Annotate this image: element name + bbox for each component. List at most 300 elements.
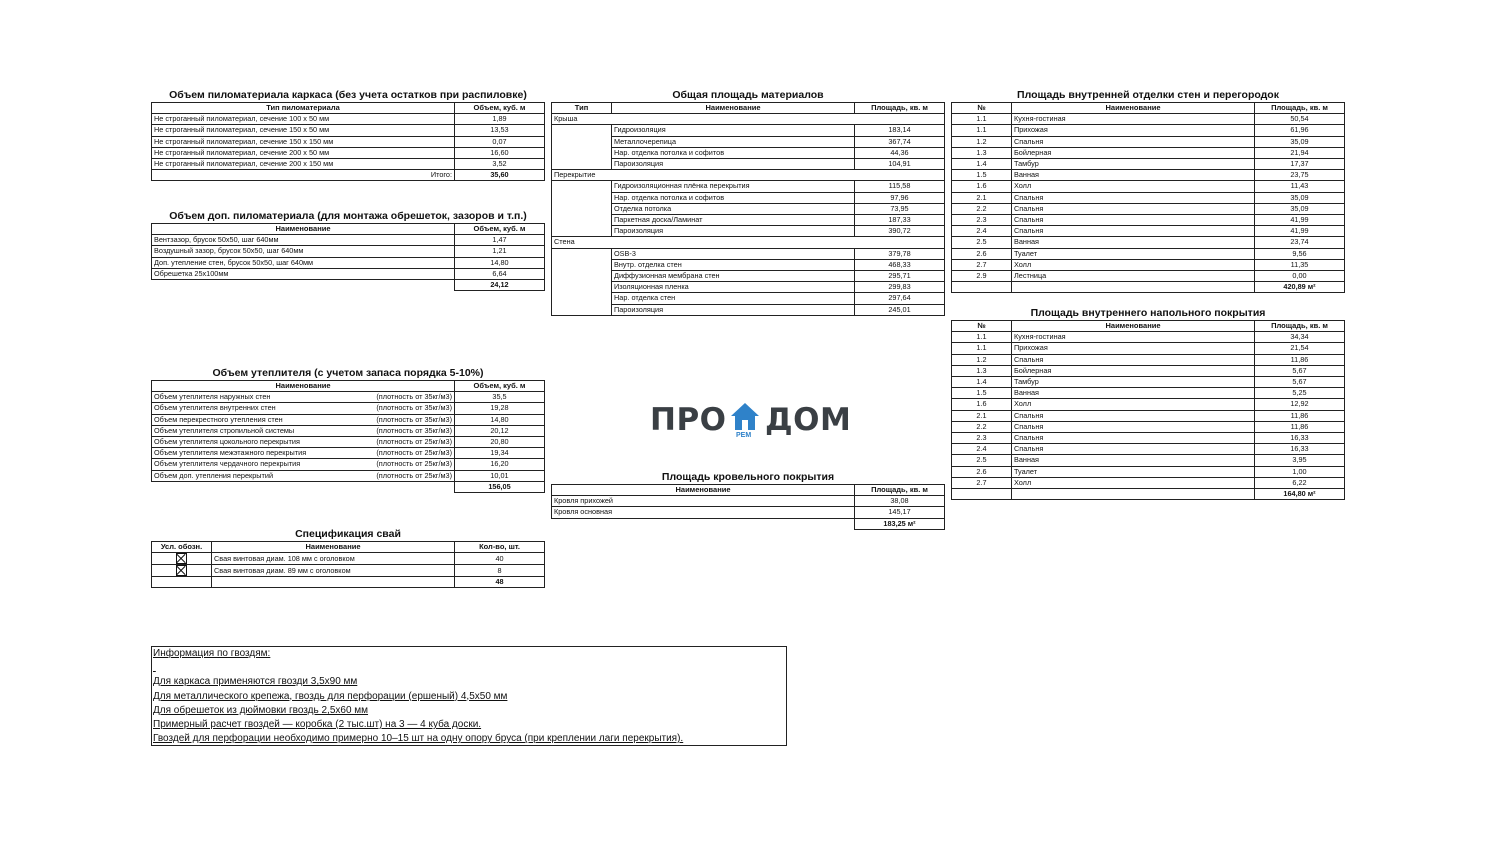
empty-cell [152,481,455,492]
floor-finish-table [951,320,1345,500]
wall-finish-table [951,102,1345,293]
empty-cell [552,159,612,170]
empty-cell [552,147,612,158]
total-value: 420,89 м² [1255,282,1345,293]
room-area-cell: 23,75 [1255,170,1345,181]
table-row [952,421,1345,432]
room-area-cell: 35,09 [1255,192,1345,203]
lumber-name-cell: Не строганный пиломатериал, сечение 150 х 50 мм [152,125,455,136]
insulation-density: (плотность от 25кг/м3) [376,437,452,447]
col-header: Кол-во, шт. [455,542,545,553]
group-row [552,237,945,248]
empty-cell [552,203,612,214]
material-name-cell: Отделка потолка [612,203,855,214]
wall-finish-section [951,88,1345,293]
total-value: 48 [455,577,545,588]
material-area-cell: 390,72 [855,226,945,237]
insulation-density: (плотность от 35кг/м3) [376,425,452,435]
extra-lumber-table [151,223,545,291]
materials-section [551,88,945,316]
room-name-cell: Спальня [1012,136,1255,147]
table-row [952,332,1345,343]
prodom-logo [650,402,850,444]
material-name-cell: Изоляционная пленка [612,282,855,293]
room-name-cell: Ванная [1012,455,1255,466]
material-area-cell: 245,01 [855,304,945,315]
empty-cell [855,114,945,125]
insulation-name-cell [152,414,455,425]
room-area-cell: 5,67 [1255,377,1345,388]
insulation-table [151,380,545,493]
materials-title: Общая площадь материалов [672,89,824,101]
material-type-cell: Крыша [552,114,612,125]
table-row [952,215,1345,226]
room-number-cell: 2.9 [952,271,1012,282]
lumber-volume-cell: 16,60 [455,147,545,158]
material-area-cell: 295,71 [855,271,945,282]
table-row [152,246,545,257]
empty-cell [612,237,855,248]
room-number-cell: 1.6 [952,399,1012,410]
total-row [152,170,545,181]
insulation-name-cell [152,437,455,448]
total-row [152,481,545,492]
room-number-cell: 2.1 [952,410,1012,421]
table-row [952,226,1345,237]
room-number-cell: 2.1 [952,192,1012,203]
piles-section [151,527,545,588]
table-row [952,136,1345,147]
room-number-cell: 2.3 [952,215,1012,226]
room-area-cell: 3,95 [1255,455,1345,466]
col-header: Наименование [1012,103,1255,114]
material-name-cell: Нар. отделка стен [612,293,855,304]
material-name-cell: Гидроизоляция [612,125,855,136]
insulation-name-cell [152,448,455,459]
table-row [952,159,1345,170]
room-name-cell: Спальня [1012,354,1255,365]
table-row [152,114,545,125]
table-row [552,226,945,237]
insulation-volume-cell: 20,80 [455,437,545,448]
table-row [952,125,1345,136]
room-name-cell: Лестница [1012,271,1255,282]
insulation-density: (плотность от 25кг/м3) [376,448,452,458]
empty-cell [552,282,612,293]
table-row [952,433,1345,444]
empty-cell [552,181,612,192]
table-row [152,392,545,403]
col-header: Площадь, кв. м [1255,321,1345,332]
floor-finish-section [951,306,1345,500]
pile-name-cell: Свая винтовая диам. 108 мм с оголовком [212,553,455,565]
insulation-volume-cell: 10,01 [455,470,545,481]
room-area-cell: 61,96 [1255,125,1345,136]
insulation-density: (плотность от 35кг/м3) [376,392,452,402]
logo-text-right: ДОМ [765,402,852,438]
col-header: Тип [552,103,612,114]
insulation-volume-cell: 35,5 [455,392,545,403]
room-name-cell: Тамбур [1012,159,1255,170]
extra-volume-cell: 14,80 [455,257,545,268]
extra-volume-cell: 1,47 [455,235,545,246]
table-row [152,268,545,279]
col-header: Площадь, кв. м [855,485,945,496]
lumber-volume-cell: 0,07 [455,136,545,147]
room-name-cell: Ванная [1012,388,1255,399]
col-header: Наименование [1012,321,1255,332]
empty-cell [552,518,855,529]
table-row [552,192,945,203]
material-area-cell: 297,64 [855,293,945,304]
insulation-name: Объем утеплителя стропильной системы [154,425,295,435]
room-number-cell: 2.7 [952,477,1012,488]
table-row [952,477,1345,488]
table-row [952,203,1345,214]
insulation-density: (плотность от 25кг/м3) [376,459,452,469]
extra-volume-cell: 1,21 [455,246,545,257]
material-area-cell: 367,74 [855,136,945,147]
empty-cell [552,192,612,203]
table-row [152,403,545,414]
table-row [952,354,1345,365]
empty-cell [612,114,855,125]
empty-cell [855,237,945,248]
empty-cell [152,280,455,291]
material-name-cell: Гидроизоляционная плёнка перекрытия [612,181,855,192]
table-row [152,125,545,136]
table-row [952,248,1345,259]
room-area-cell: 6,22 [1255,477,1345,488]
room-area-cell: 21,54 [1255,343,1345,354]
roofing-table [551,484,945,530]
total-label: Итого: [152,170,455,181]
room-number-cell: 1.5 [952,388,1012,399]
room-number-cell: 1.1 [952,114,1012,125]
room-name-cell: Бойлерная [1012,365,1255,376]
pile-symbol-cell [152,565,212,577]
col-header: Объем, куб. м [455,381,545,392]
insulation-name: Объем утеплителя наружных стен [154,392,271,402]
empty-cell [212,577,455,588]
piles-title: Спецификация свай [295,528,401,540]
table-row [552,271,945,282]
material-name-cell: Внутр. отделка стен [612,259,855,270]
room-area-cell: 21,94 [1255,147,1345,158]
insulation-name-cell [152,459,455,470]
nails-info-line: Гвоздей для перфорации необходимо примерно 10–15 шт на одну опору бруса (при креплении лаги перекрытия). [153,733,684,745]
table-row [152,136,545,147]
empty-cell [152,577,212,588]
table-row [952,377,1345,388]
material-name-cell: Нар. отделка потолка и софитов [612,192,855,203]
room-number-cell: 1.2 [952,136,1012,147]
table-row [152,425,545,436]
empty-cell [855,170,945,181]
empty-cell [1012,489,1255,500]
empty-cell [552,215,612,226]
nails-info-line: Для обрешеток из дюймовки гвоздь 2,5х60 мм [153,704,369,716]
material-name-cell: Нар. отделка потолка и софитов [612,147,855,158]
total-value: 156,05 [455,481,545,492]
col-header: Наименование [152,381,455,392]
table-row [552,507,945,518]
table-row [952,192,1345,203]
room-name-cell: Холл [1012,477,1255,488]
room-number-cell: 2.2 [952,203,1012,214]
extra-volume-cell: 6,64 [455,268,545,279]
table-row [952,343,1345,354]
insulation-volume-cell: 19,34 [455,448,545,459]
room-number-cell: 1.2 [952,354,1012,365]
insulation-name-cell [152,470,455,481]
room-number-cell: 2.6 [952,466,1012,477]
insulation-density: (плотность от 25кг/м3) [376,470,452,480]
room-area-cell: 41,99 [1255,215,1345,226]
room-number-cell: 2.2 [952,421,1012,432]
empty-cell [552,271,612,282]
room-area-cell: 9,56 [1255,248,1345,259]
nails-info-box [151,646,787,746]
table-row [552,496,945,507]
col-header: Наименование [552,485,855,496]
room-area-cell: 16,33 [1255,433,1345,444]
col-header: Объем, куб. м [455,224,545,235]
nails-info-line [152,661,786,675]
table-row [952,466,1345,477]
room-name-cell: Спальня [1012,215,1255,226]
lumber-volume-cell: 3,52 [455,159,545,170]
piles-table [151,541,545,588]
material-name-cell: Паркетная доска/Ламинат [612,215,855,226]
table-row [152,553,545,565]
room-name-cell: Спальня [1012,226,1255,237]
table-row [152,437,545,448]
roofing-title: Площадь кровельного покрытия [661,471,835,483]
total-row [952,489,1345,500]
table-row [552,125,945,136]
empty-cell [552,125,612,136]
empty-cell [552,136,612,147]
total-value: 183,25 м² [855,518,945,529]
pile-name-cell: Свая винтовая диам. 89 мм с оголовком [212,565,455,577]
pile-count-cell: 8 [455,565,545,577]
room-area-cell: 11,35 [1255,259,1345,270]
room-area-cell: 41,99 [1255,226,1345,237]
room-name-cell: Кухня-гостиная [1012,114,1255,125]
room-area-cell: 35,09 [1255,203,1345,214]
empty-cell [552,304,612,315]
room-area-cell: 1,00 [1255,466,1345,477]
lumber-title: Объем пиломатериала каркаса (без учета остатков при распиловке) [169,89,527,101]
table-row [552,293,945,304]
insulation-section [151,366,545,493]
pile-symbol-icon [176,565,187,576]
wall-finish-title: Площадь внутренней отделки стен и перегородок [1017,89,1279,101]
table-row [952,399,1345,410]
table-row [552,181,945,192]
material-name-cell: Металлочерепица [612,136,855,147]
room-area-cell: 34,34 [1255,332,1345,343]
insulation-volume-cell: 14,80 [455,414,545,425]
room-number-cell: 1.1 [952,125,1012,136]
room-name-cell: Спальня [1012,192,1255,203]
room-area-cell: 5,67 [1255,365,1345,376]
table-row [552,147,945,158]
insulation-name: Объем утеплителя цокольного перекрытия [154,437,300,447]
room-number-cell: 1.4 [952,377,1012,388]
room-area-cell: 50,54 [1255,114,1345,125]
table-row [552,215,945,226]
room-area-cell: 35,09 [1255,136,1345,147]
material-area-cell: 115,58 [855,181,945,192]
table-row [152,235,545,246]
table-row [552,136,945,147]
table-row [152,459,545,470]
material-area-cell: 379,78 [855,248,945,259]
room-number-cell: 1.3 [952,365,1012,376]
room-number-cell: 2.7 [952,259,1012,270]
material-area-cell: 73,95 [855,203,945,214]
room-name-cell: Спальня [1012,421,1255,432]
room-number-cell: 2.4 [952,444,1012,455]
empty-cell [952,282,1012,293]
extra-name-cell: Обрешетка 25х100мм [152,268,455,279]
room-number-cell: 1.1 [952,332,1012,343]
table-row [152,257,545,268]
room-name-cell: Холл [1012,181,1255,192]
room-area-cell: 0,00 [1255,271,1345,282]
room-name-cell: Кухня-гостиная [1012,332,1255,343]
room-number-cell: 2.5 [952,237,1012,248]
col-header: Площадь, кв. м [855,103,945,114]
insulation-name: Объем утеплителя межэтажного перекрытия [154,448,307,458]
roof-area-cell: 38,08 [855,496,945,507]
empty-cell [552,226,612,237]
total-value: 24,12 [455,280,545,291]
extra-lumber-title: Объем доп. пиломатериала (для монтажа обрешеток, зазоров и т.п.) [169,210,527,222]
roofing-section [551,470,945,530]
table-row [952,365,1345,376]
room-name-cell: Туалет [1012,466,1255,477]
lumber-name-cell: Не строганный пиломатериал, сечение 200 х 150 мм [152,159,455,170]
table-row [152,159,545,170]
roof-name-cell: Кровля прихожей [552,496,855,507]
group-row [552,114,945,125]
col-header: Объем, куб. м [455,103,545,114]
table-row [152,448,545,459]
col-header: Площадь, кв. м [1255,103,1345,114]
insulation-name: Объем утеплителя внутренних стен [154,403,276,413]
total-value: 164,80 м² [1255,489,1345,500]
room-area-cell: 11,86 [1255,410,1345,421]
table-row [152,414,545,425]
table-row [952,259,1345,270]
total-row [152,280,545,291]
pile-symbol-cell [152,553,212,565]
house-icon [730,402,760,432]
extra-name-cell: Воздушный зазор, брусок 50х50, шаг 640мм [152,246,455,257]
col-header: Наименование [152,224,455,235]
empty-cell [952,489,1012,500]
table-row [952,271,1345,282]
room-name-cell: Ванная [1012,237,1255,248]
nails-info-heading: Информация по гвоздям: [153,648,271,659]
pile-count-cell: 40 [455,553,545,565]
lumber-volume-cell: 1,89 [455,114,545,125]
materials-table [551,102,945,316]
room-area-cell: 11,43 [1255,181,1345,192]
table-row [952,410,1345,421]
table-row [152,470,545,481]
empty-cell [1012,282,1255,293]
roof-name-cell: Кровля основная [552,507,855,518]
extra-name-cell: Доп. утепление стен, брусок 50х50, шаг 640мм [152,257,455,268]
room-number-cell: 2.4 [952,226,1012,237]
material-name-cell: Пароизоляция [612,304,855,315]
table-row [952,147,1345,158]
insulation-name-cell [152,425,455,436]
lumber-name-cell: Не строганный пиломатериал, сечение 100 х 50 мм [152,114,455,125]
room-name-cell: Прихожая [1012,125,1255,136]
table-row [552,282,945,293]
insulation-title: Объем утеплителя (с учетом запаса порядка 5-10%) [212,367,484,379]
empty-cell [552,248,612,259]
lumber-name-cell: Не строганный пиломатериал, сечение 200 х 50 мм [152,147,455,158]
room-number-cell: 2.5 [952,455,1012,466]
insulation-volume-cell: 19,28 [455,403,545,414]
room-number-cell: 1.1 [952,343,1012,354]
col-header: Тип пиломатериала [152,103,455,114]
col-header: Наименование [212,542,455,553]
room-number-cell: 1.5 [952,170,1012,181]
total-row [152,577,545,588]
lumber-section [151,88,545,181]
empty-cell [552,259,612,270]
room-area-cell: 17,37 [1255,159,1345,170]
room-area-cell: 5,25 [1255,388,1345,399]
material-area-cell: 104,91 [855,159,945,170]
material-name-cell: Пароизоляция [612,226,855,237]
logo-sub: РЕМ [736,432,752,439]
room-name-cell: Прихожая [1012,343,1255,354]
nails-info-line: Для металлического крепежа, гвоздь для перфорации (ершеный) 4,5х50 мм [153,690,508,702]
insulation-density: (плотность от 35кг/м3) [376,403,452,413]
room-area-cell: 11,86 [1255,354,1345,365]
nails-info-line: Примерный расчет гвоздей — коробка (2 тыс.шт) на 3 — 4 куба доски. [153,719,482,731]
material-area-cell: 299,83 [855,282,945,293]
roof-area-cell: 145,17 [855,507,945,518]
material-type-cell: Перекрытие [552,170,612,181]
room-number-cell: 1.3 [952,147,1012,158]
table-row [552,248,945,259]
insulation-volume-cell: 20,12 [455,425,545,436]
room-name-cell: Холл [1012,259,1255,270]
col-header: Наименование [612,103,855,114]
room-area-cell: 11,86 [1255,421,1345,432]
table-row [952,237,1345,248]
insulation-name: Объем перекрестного утепления стен [154,414,283,424]
insulation-name-cell [152,403,455,414]
table-row [152,565,545,577]
material-name-cell: Пароизоляция [612,159,855,170]
room-name-cell: Спальня [1012,410,1255,421]
material-type-cell: Стена [552,237,612,248]
table-row [552,259,945,270]
material-area-cell: 183,14 [855,125,945,136]
insulation-name-cell [152,392,455,403]
insulation-name: Объем доп. утепления перекрытий [154,470,274,480]
